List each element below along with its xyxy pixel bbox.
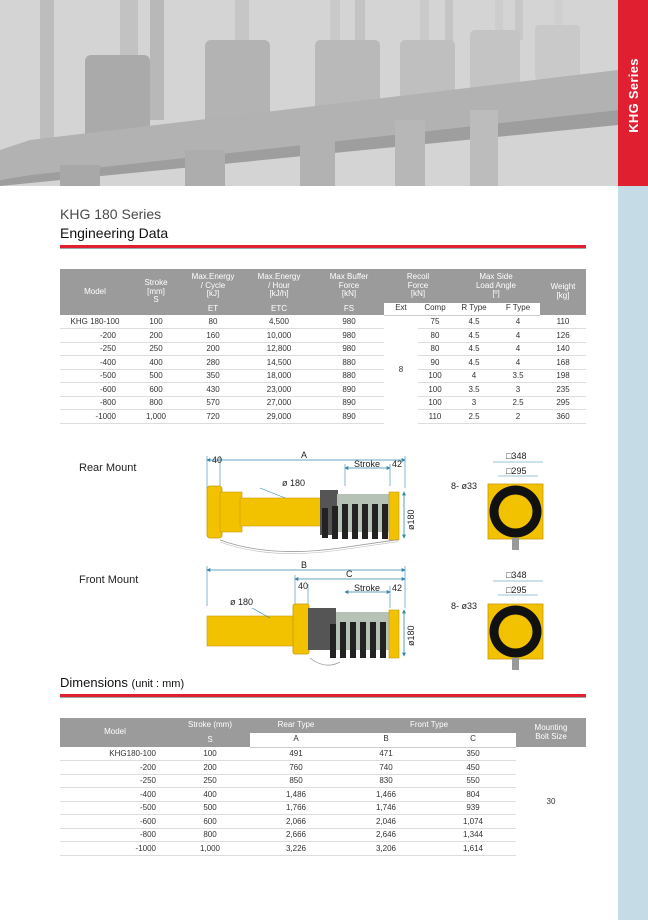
col-side-r: R Type [452,303,496,315]
front-dia-180: ø 180 [230,597,254,607]
col-energy-cycle-sym: ET [182,303,244,315]
table-row: -200 200 760 740 450 [60,761,586,775]
sidebar-blue-strip [618,186,648,890]
table-row: -800 800 2,666 2,646 1,344 [60,828,586,842]
sidebar-series-label: KHG Series [625,57,641,133]
col-stroke: Stroke [mm] S [130,269,182,315]
engineering-title: Engineering Data [60,225,169,241]
rear-dim-stroke: Stroke [354,459,381,469]
dim-col-b: B [342,733,430,747]
dim-col-c: C [430,733,516,747]
col-side-angle: Max Side Load Angle [º] [452,269,540,303]
col-energy-hour: Max.Energy / Hour [kJ/h] [244,269,314,303]
col-buffer: Max Buffer Force [kN] [314,269,384,303]
col-energy-cycle: Max.Energy / Cycle [kJ] [182,269,244,303]
rear-dia-180-v: ø180 [406,509,416,530]
rear-dim-a: A [301,450,308,460]
front-dim-c: C [346,569,353,579]
table-row: KHG 180-100 100 80 4,500 980 8 75 4.5 4 110 [60,315,586,329]
dim-col-front: Front Type [342,718,516,733]
table-row: -250 250 200 12,800 980 80 4.5 4 140 [60,342,586,356]
front-mount-label: Front Mount [79,574,139,586]
dim-col-stroke: Stroke (mm) [170,718,250,733]
table-row: -200 200 160 10,000 980 80 4.5 4 126 [60,329,586,343]
col-recoil-comp: Comp [418,303,452,315]
dim-col-rear: Rear Type [250,718,342,733]
table-row: -1000 1,000 3,226 3,206 1,614 [60,842,586,856]
table-row: -500 500 350 18,000 880 100 4 3.5 198 [60,369,586,383]
front-dim-40: 40 [298,581,309,591]
rear-sq-295: □295 [506,466,527,476]
rear-mount-end-view [448,448,558,558]
dim-col-a: A [250,733,342,747]
heading-rule [60,245,586,248]
rear-dim-40: 40 [212,455,223,465]
engineering-table [60,269,586,424]
front-mount-side-drawing [190,558,430,673]
recoil-ext-value: 8 [398,364,404,374]
col-energy-hour-sym: ETC [244,303,314,315]
col-weight: Weight [kg] [540,269,586,315]
series-title: KHG 180 Series [60,206,162,222]
front-sq-348: □348 [506,570,527,580]
rear-holes: 8- ø33 [451,481,478,491]
table-row: -250 250 850 830 550 [60,774,586,788]
front-dim-stroke: Stroke [354,583,381,593]
front-holes: 8- ø33 [451,601,478,611]
hero-photo [0,0,618,186]
dim-col-stroke-sym: S [170,733,250,747]
rear-dim-42: 42 [392,459,403,469]
dimensions-rule [60,694,586,697]
rear-mount-side-drawing [190,448,430,560]
sidebar-blue-bottom [618,890,648,920]
front-dim-b: B [301,560,308,570]
dim-col-mounting: Mounting Bolt Size [516,718,586,747]
table-row: -600 600 430 23,000 890 100 3.5 3 235 [60,383,586,397]
col-model: Model [60,269,130,315]
dimensions-table [60,718,586,856]
dimensions-title: Dimensions (unit : mm) [60,675,185,690]
table-row: KHG180-100 100 491 471 350 30 [60,747,586,761]
table-row: -800 800 570 27,000 890 100 3 2.5 295 [60,396,586,410]
table-row: -500 500 1,766 1,746 939 [60,801,586,815]
front-dim-42: 42 [392,583,403,593]
col-recoil-ext: Ext [384,303,418,315]
rear-sq-348: □348 [506,451,527,461]
table-row: -600 600 2,066 2,046 1,074 [60,815,586,829]
table-row: -1000 1,000 720 29,000 890 110 2.5 2 360 [60,410,586,424]
table-row: -400 400 280 14,500 880 90 4.5 4 168 [60,356,586,370]
bolt-size-value: 30 [546,796,556,806]
table-row: -400 400 1,486 1,466 804 [60,788,586,802]
front-mount-end-view [448,566,558,676]
dim-col-model: Model [60,718,170,747]
col-side-f: F Type [496,303,540,315]
front-dia-180-v: ø180 [406,625,416,646]
front-sq-295: □295 [506,585,527,595]
col-buffer-sym: FS [314,303,384,315]
rear-dia-180: ø 180 [282,478,306,488]
col-recoil: Recoil Force [kN] [384,269,452,303]
rear-mount-label: Rear Mount [79,462,137,474]
